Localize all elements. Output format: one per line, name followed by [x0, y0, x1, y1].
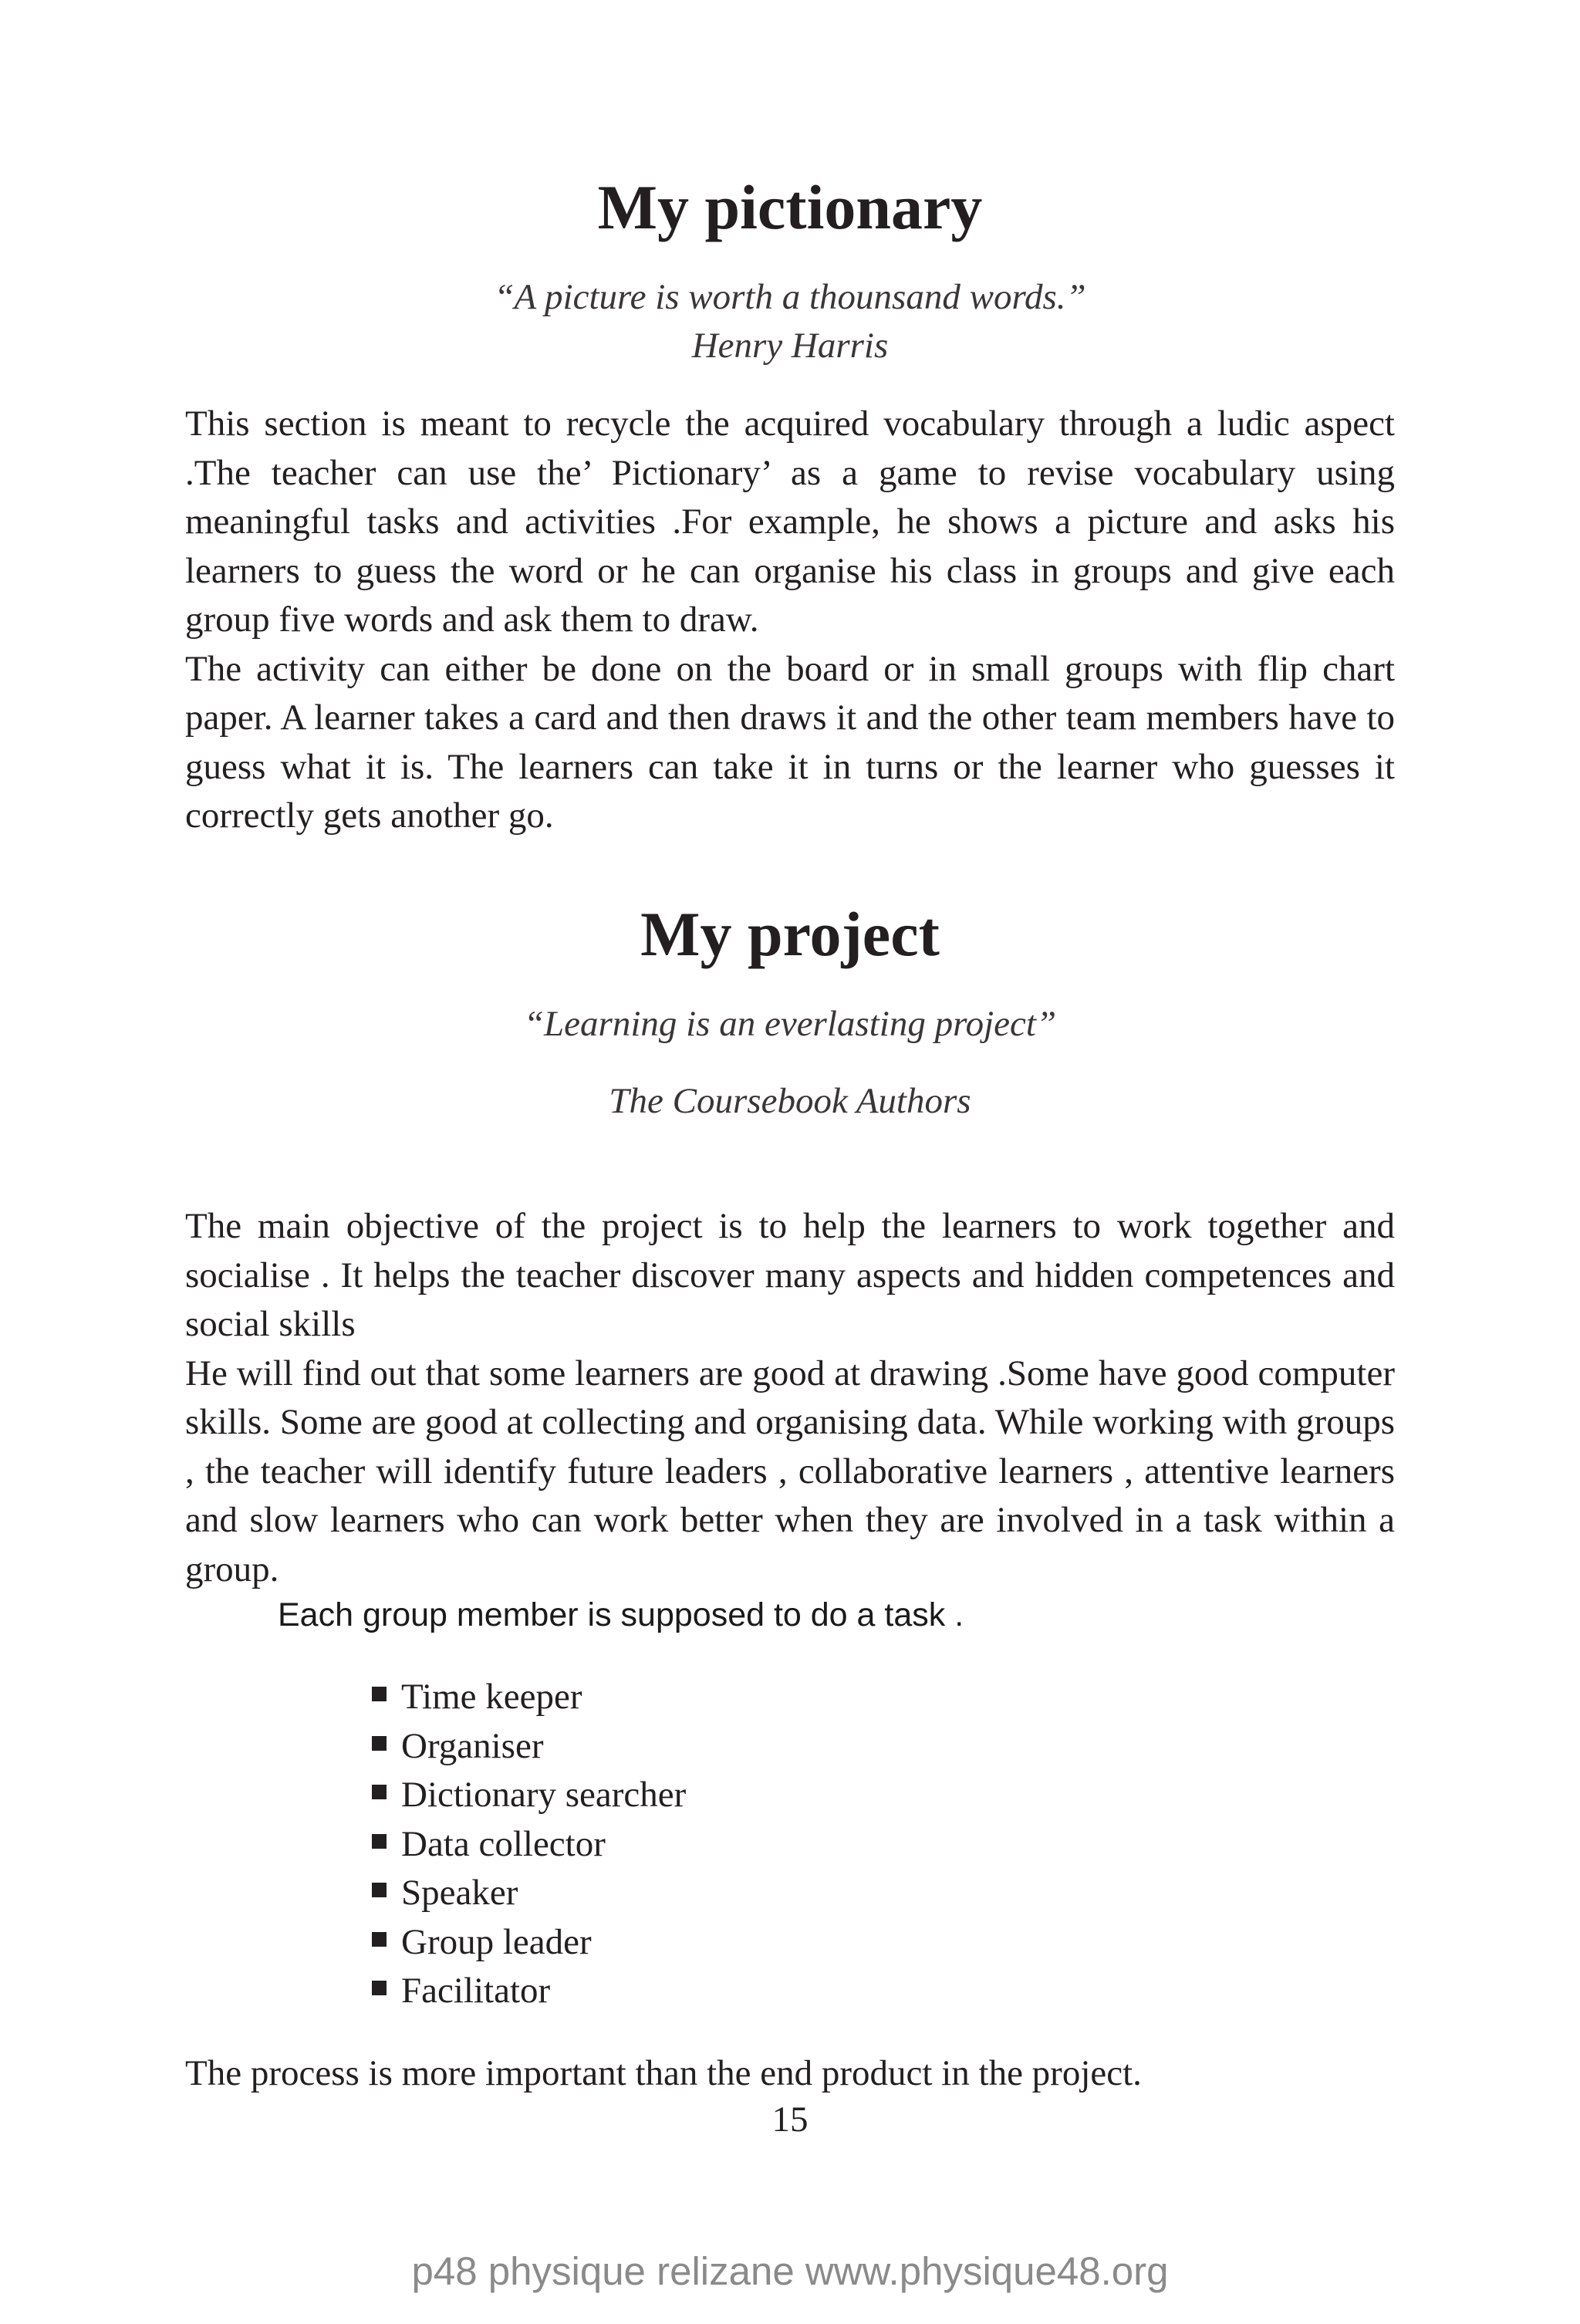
- square-bullet-icon: [372, 1687, 387, 1701]
- square-bullet-icon: [372, 1785, 387, 1799]
- closing-sentence: The process is more important than the end product in the project.: [185, 2053, 1142, 2093]
- paragraph: He will find out that some learners are good at drawing .Some have good computer skills. Some are good at collecting and organising data. While working with groups , the teacher will identify future leaders , collaborative learners , attentive learners and slow learners who can work better when they are involved in a task within a group.: [185, 1353, 1395, 1589]
- list-item: [372, 1820, 686, 1870]
- pictionary-body: [185, 400, 1395, 841]
- role-label: Time keeper: [401, 1677, 582, 1717]
- section-title-project: My project: [640, 899, 940, 969]
- square-bullet-icon: [372, 1834, 387, 1849]
- role-label: Data collector: [401, 1823, 606, 1864]
- square-bullet-icon: [372, 1883, 387, 1897]
- roles-list: [372, 1673, 686, 2016]
- square-bullet-icon: [372, 1981, 387, 1995]
- paragraph: The activity can either be done on the board or in small groups with flip chart paper. A learner takes a card and then draws it and the other team members have to guess what it is. The learners can take it in turns or the learner who guesses it correctly gets another go.: [185, 648, 1395, 836]
- role-label: Speaker: [401, 1873, 518, 1913]
- section-title-pictionary: My pictionary: [597, 172, 983, 242]
- paragraph: This section is meant to recycle the acquired vocabulary through a ludic aspect .The teacher can use the’ Pictionary’ as a game to revise vocabulary using meaningful tasks and activities .For example, he shows a picture and asks his learners to guess the word or he can organise his class in groups and give each group five words and ask them to draw.: [185, 404, 1395, 640]
- list-item: [372, 1967, 686, 2016]
- role-label: Group leader: [401, 1921, 592, 1962]
- list-item: [372, 1722, 686, 1772]
- list-item: [372, 1673, 686, 1722]
- role-label: Dictionary searcher: [401, 1775, 687, 1815]
- square-bullet-icon: [372, 1932, 387, 1947]
- role-label: Facilitator: [401, 1971, 551, 2011]
- task-intro: Each group member is supposed to do a task .: [278, 1596, 964, 1633]
- list-item: [372, 1771, 686, 1820]
- list-item: [372, 1869, 686, 1918]
- list-item: [372, 1918, 686, 1968]
- square-bullet-icon: [372, 1736, 387, 1751]
- project-quote-author: The Coursebook Authors: [609, 1081, 971, 1121]
- paragraph: The main objective of the project is to help the learners to work together and socialise . It helps the teacher discover many aspects and hidden competences and social skills: [185, 1206, 1395, 1344]
- footer-watermark: p48 physique relizane www.physique48.org: [411, 2249, 1169, 2293]
- pictionary-quote: “A picture is worth a thounsand words.”: [494, 277, 1086, 317]
- project-body: [185, 1202, 1395, 1594]
- page-number: 15: [771, 2099, 809, 2140]
- role-label: Organiser: [401, 1725, 544, 1766]
- pictionary-quote-author: Henry Harris: [691, 326, 889, 366]
- project-quote: “Learning is an everlasting project”: [523, 1004, 1057, 1044]
